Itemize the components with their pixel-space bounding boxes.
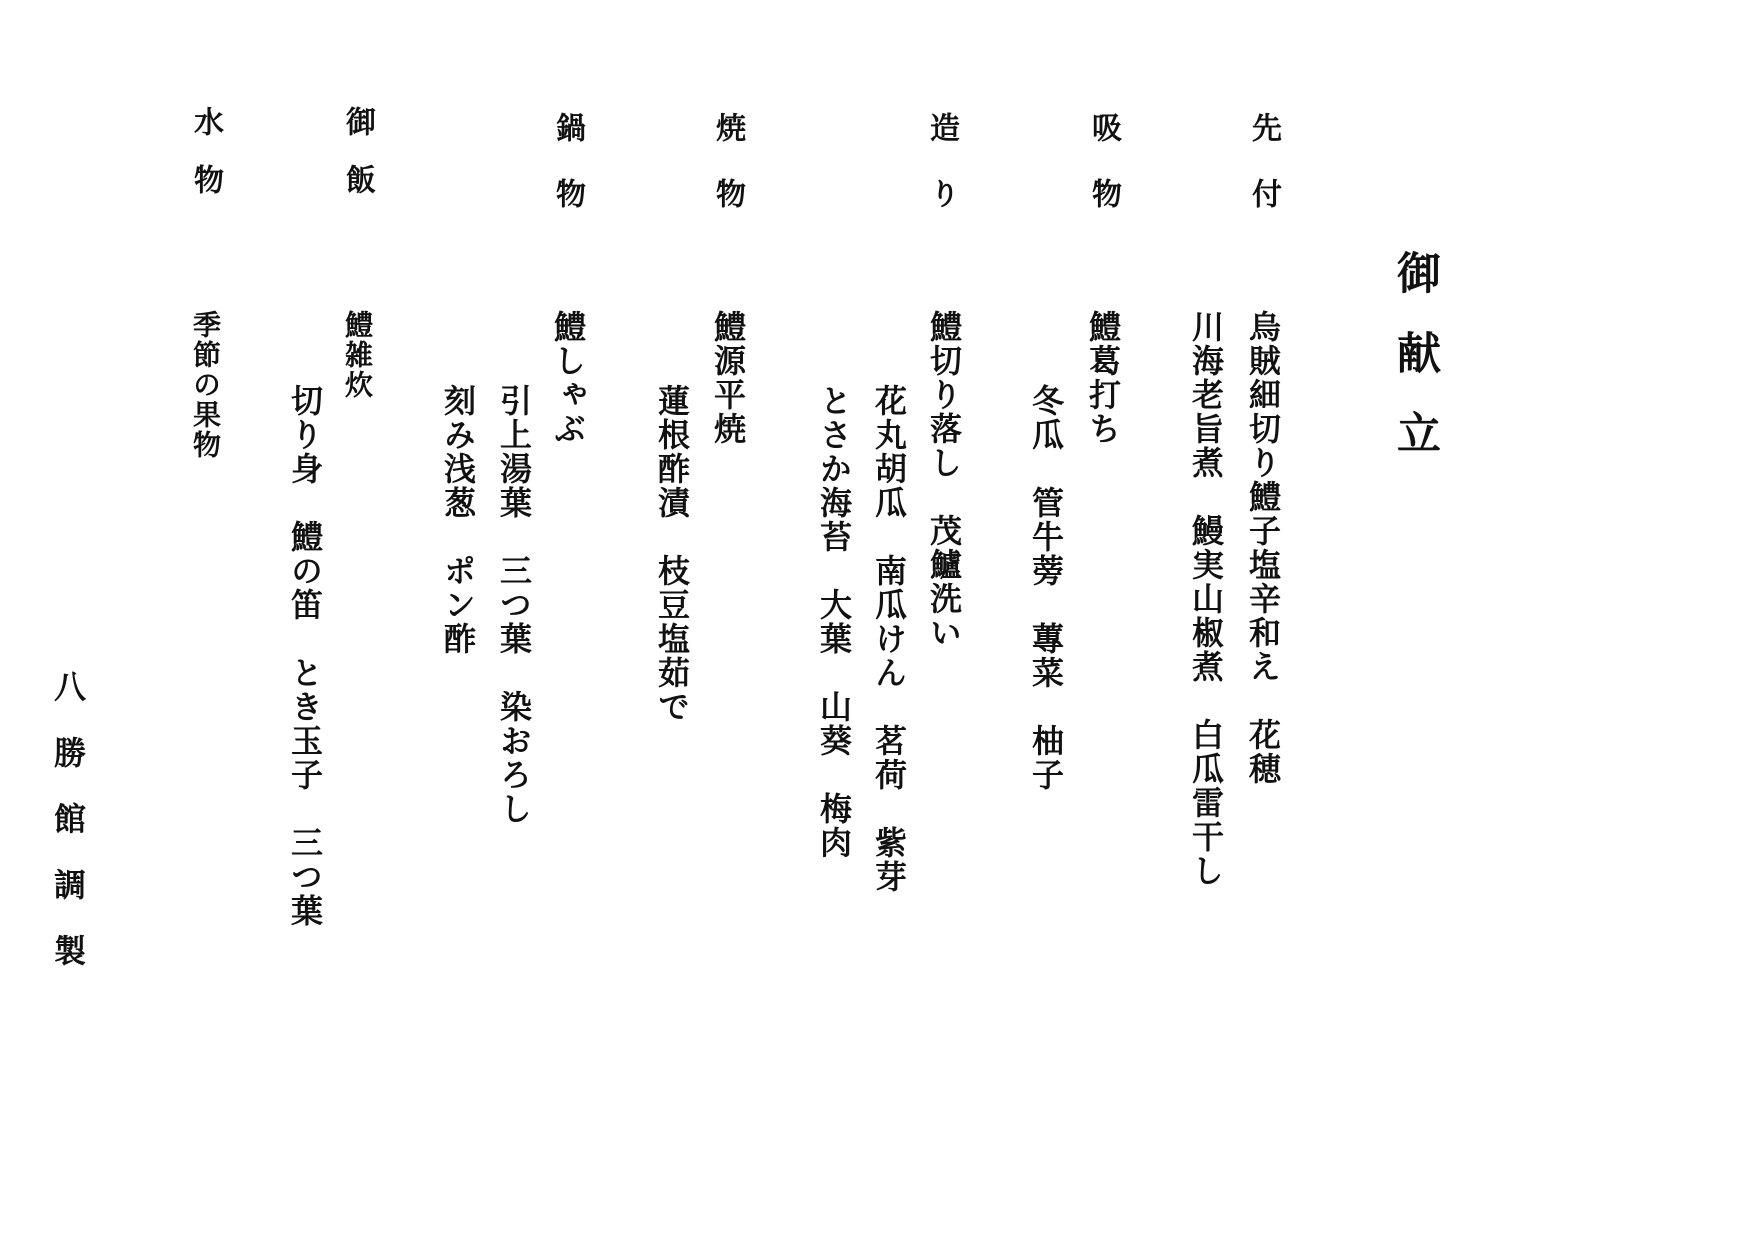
menu-title: 御献立 <box>1389 250 1440 490</box>
course-line: 鱧雑炊 <box>341 310 374 400</box>
maker-signature: 八勝館調製 <box>49 670 87 1000</box>
course-category-tsukuri: 造り <box>924 112 959 244</box>
course-category-gohan: 御飯 <box>340 106 375 222</box>
course-line: 烏賊細切り鱧子塩辛和え 花穂 <box>1244 310 1282 786</box>
course-category-nabemono: 鍋物 <box>550 112 585 244</box>
course-line: 川海老旨煮 鰻実山椒煮 白瓜雷干し <box>1187 310 1225 888</box>
course-line: 鱧葛打ち <box>1084 310 1122 446</box>
course-line: 鱧しゃぶ <box>549 310 587 446</box>
course-category-mizumono: 水物 <box>188 106 223 222</box>
course-line: 引上湯葉 三つ葉 染おろし <box>495 384 533 826</box>
course-line: 冬瓜 管牛蒡 蓴菜 柚子 <box>1027 384 1065 792</box>
course-line: 刻み浅葱 ポン酢 <box>439 384 477 656</box>
course-line: 蓮根酢漬 枝豆塩茹で <box>653 384 691 724</box>
course-line: とさか海苔 大葉 山葵 梅肉 <box>815 384 853 860</box>
course-line: 鱧切り落し 茂鱸洗い <box>925 310 963 650</box>
course-category-suimono: 吸物 <box>1086 112 1121 244</box>
course-line: 鱧源平焼 <box>709 310 747 446</box>
course-category-sakizuke: 先付 <box>1246 112 1281 244</box>
course-category-yakimono: 焼物 <box>710 112 745 244</box>
course-line: 花丸胡瓜 南瓜けん 茗荷 紫芽 <box>870 384 908 894</box>
course-line: 切り身 鱧の笛 とき玉子 三つ葉 <box>286 384 324 928</box>
course-line: 季節の果物 <box>189 310 222 460</box>
